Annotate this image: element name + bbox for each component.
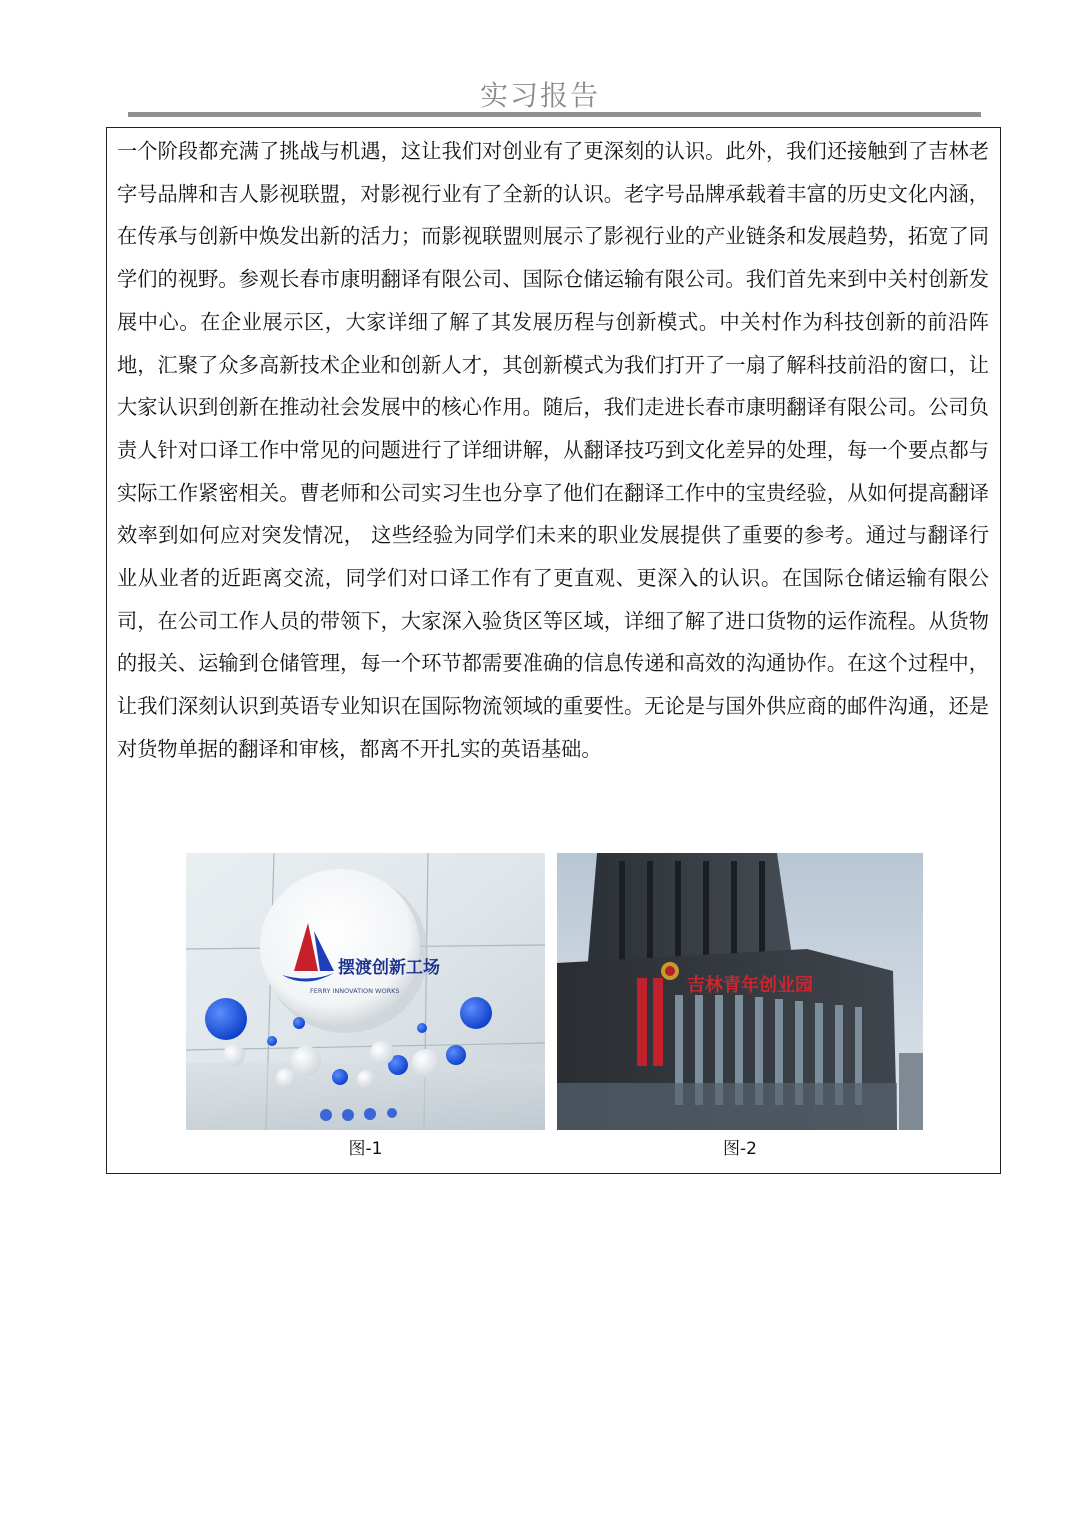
- figure-2-caption: 图-2: [723, 1139, 757, 1159]
- figure-2: [557, 853, 923, 1159]
- figure-1-photo: [186, 853, 545, 1130]
- content-box: [106, 127, 1001, 1174]
- body-paragraph: 一个阶段都充满了挑战与机遇，这让我们对创业有了更深刻的认识。此外，我们还接触到了吉林老字号品牌和吉人影视联盟，对影视行业有了全新的认识。老字号品牌承载着丰富的历史文化内涵，在传承与创新中焕发出新的活力；而影视联盟则展示了影视行业的产业链条和发展趋势，拓宽了同学们的视野。参观长春市康明翻译有限公司、国际仓储运输有限公司。我们首先来到中关村创新发展中心。在企业展示区，大家详细了解了其发展历程与创新模式。中关村作为科技创新的前沿阵地，汇聚了众多高新技术企业和创新人才，其创新模式为我们打开了一扇了解科技前沿的窗口，让大家认识到创新在推动社会发展中的核心作用。随后，我们走进长春市康明翻译有限公司。公司负责人针对口译工作中常见的问题进行了详细讲解，从翻译技巧到文化差异的处理，每一个要点都与实际工作紧密相关。曹老师和公司实习生也分享了他们在翻译工作中的宝贵经验，从如何提高翻译效率到如何应对突发情况， 这些经验为同学们未来的职业发展提供了重要的参考。通过与翻译行业从业者的近距离交流，同学们对口译工作有了更直观、更深入的认识。在国际仓储运输有限公司，在公司工作人员的带领下，大家深入验货区等区域，详细了解了进口货物的运作流程。从货物的报关、运输到仓储管理，每一个环节都需要准确的信息传递和高效的沟通协作。在这个过程中，让我们深刻认识到英语专业知识在国际物流领域的重要性。无论是与国外供应商的邮件沟通，还是对货物单据的翻译和审核，都离不开扎实的英语基础。: [117, 139, 989, 761]
- figure-1-sign-text: 摆渡创新工场: [338, 958, 440, 978]
- header-rule: [128, 112, 981, 117]
- figure-1-caption: 图-1: [348, 1139, 383, 1159]
- page-title: 实习报告: [479, 79, 600, 112]
- figure-1-sign-subtext: FERRY INNOVATION WORKS: [310, 987, 400, 995]
- figure-2-photo: [557, 853, 923, 1130]
- figure-2-sign-text: 吉林青年创业园: [687, 975, 813, 996]
- figure-1: [186, 853, 545, 1159]
